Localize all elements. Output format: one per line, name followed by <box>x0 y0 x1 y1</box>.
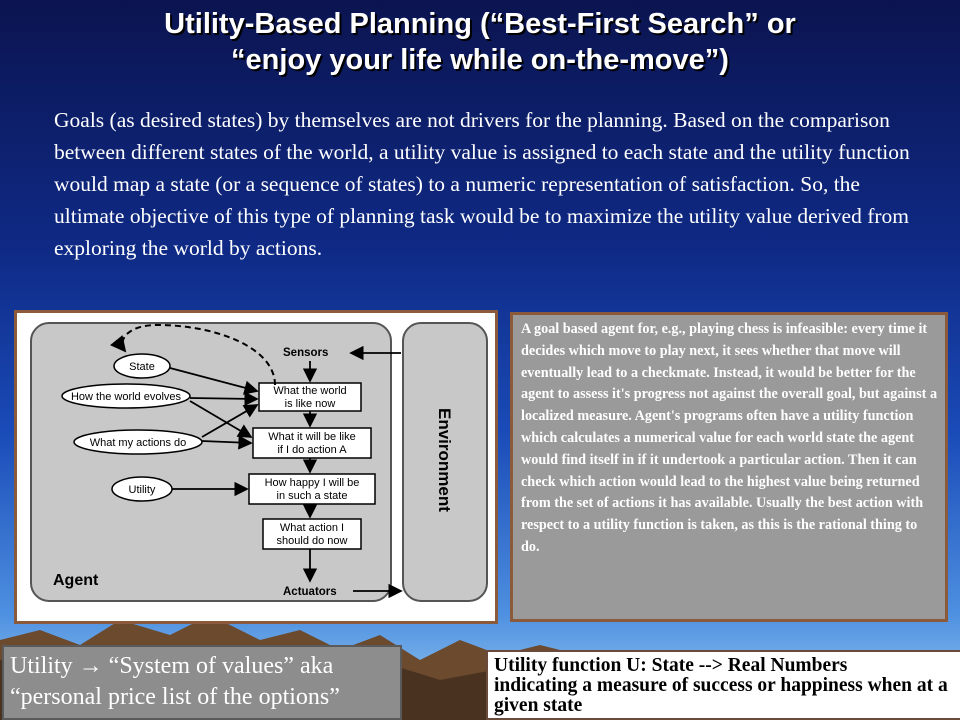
what-my-actions-do-label: What my actions do <box>89 437 187 449</box>
environment-label: Environment <box>435 408 454 512</box>
agent-diagram <box>14 310 498 624</box>
chess-explanation-box: A goal based agent for, e.g., playing chess is infeasible: every time it decides which move to play next, it sees whether that move will eventually lead to a checkmate. Instead, it would be better for the agent to assess it's progress not against the overall goal, but against a localized measure. Agent's programs often have a utility function which calculates a numerical value for each world state the agent would find itself in if it undertook a particular action. Then it can check which action would lead to the highest value being returned from the set of actions it has available. Usually the best action with respect to a utility function is taken, as this is the rational thing to do. <box>510 312 948 622</box>
utility-line-1: Utility → “System of values” aka <box>10 653 334 679</box>
how-happy-line-1: How happy I will be <box>264 477 360 489</box>
what-world-like-line-1: What the world <box>273 385 347 397</box>
utility-label: Utility <box>128 484 156 496</box>
agent-diagram-svg <box>17 313 495 621</box>
what-action-line-2: should do now <box>276 535 348 547</box>
what-world-like-line-2: is like now <box>284 398 336 410</box>
intro-paragraph: Goals (as desired states) by themselves are not drivers for the planning. Based on the comparison between different states of the world, a utility value is assigned to each state and the utility function would map a state (or a sequence of states) to a numeric representation of satisfaction. So, the ultimate objective of this type of planning task would be to maximize the utility value derived from exploring the world by actions. <box>54 108 910 260</box>
function-line-3: given state <box>494 695 583 716</box>
state-label: State <box>129 361 155 373</box>
agent-area <box>31 323 391 601</box>
sensors-label: Sensors <box>283 347 329 359</box>
what-if-line-1: What it will be like <box>268 431 356 443</box>
title-line-1: Utility-Based Planning (“Best-First Search” or <box>164 8 796 40</box>
how-happy-line-2: in such a state <box>276 490 348 502</box>
title-line-2: “enjoy your life while on-the-move”) <box>231 44 729 76</box>
what-action-line-1: What action I <box>279 522 345 534</box>
evolves-arrow <box>190 398 257 399</box>
utility-line-2: “personal price list of the options” <box>10 684 340 710</box>
function-line-1: Utility function U: State --> Real Numbers <box>494 655 848 676</box>
slide-title <box>0 6 960 78</box>
utility-function-box <box>486 650 960 720</box>
utility-definition-box <box>2 645 402 720</box>
how-world-evolves-label: How the world evolves <box>70 391 182 403</box>
actuators-label: Actuators <box>283 586 337 598</box>
function-line-2: indicating a measure of success or happiness when at a <box>494 675 948 696</box>
agent-label: Agent <box>53 572 99 589</box>
what-if-line-2: if I do action A <box>277 444 347 456</box>
